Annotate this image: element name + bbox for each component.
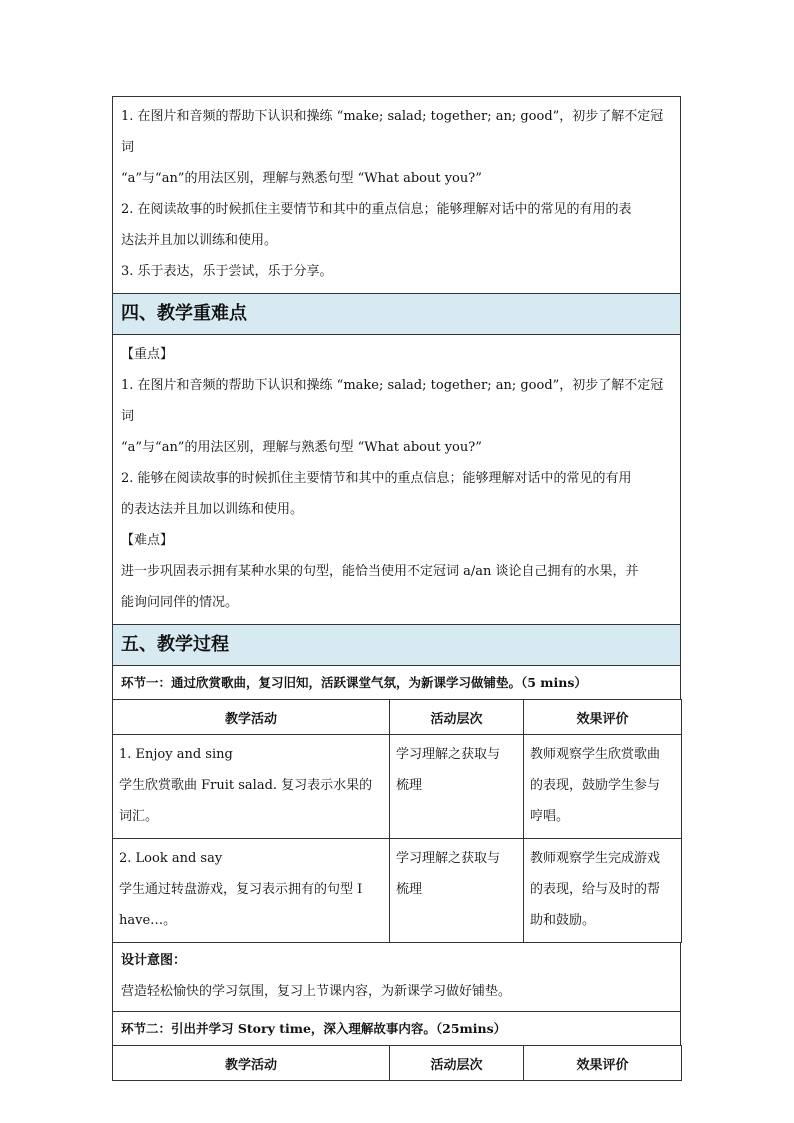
key-line: 1. 在图片和音频的帮助下认识和操练 “make; salad; together; an; good”，初步了解不定冠词: [121, 378, 664, 424]
header-eval: 效果评价: [524, 700, 682, 735]
objective-line: “a”与“an”的用法区别，理解与熟悉句型 “What about you?”: [121, 171, 482, 186]
level-line: 学习理解之获取与: [396, 851, 501, 866]
header-eval: 效果评价: [524, 1046, 682, 1081]
table-row: [113, 735, 682, 839]
table-row: [113, 839, 682, 943]
activity-line: 词汇。: [119, 809, 159, 824]
key-line: “a”与“an”的用法区别，理解与熟悉句型 “What about you?”: [121, 440, 482, 455]
eval-cell: [524, 839, 682, 943]
eval-line: 教师观察学生完成游戏: [530, 851, 661, 866]
lesson-plan-document: [112, 96, 681, 1081]
activity-cell: [113, 735, 390, 839]
design-intent-text: 营造轻松愉快的学习氛围，复习上节课内容，为新课学习做好铺垫。: [121, 984, 512, 999]
eval-cell: [524, 735, 682, 839]
key-line: 的表达法并且加以训练和使用。: [121, 502, 304, 517]
level-line: 学习理解之获取与: [396, 747, 501, 762]
objective-line: 1. 在图片和音频的帮助下认识和操练 “make; salad; together; an; good”，初步了解不定冠词: [121, 109, 664, 155]
level-cell: [390, 839, 524, 943]
eval-line: 教师观察学生欣赏歌曲: [530, 747, 661, 762]
objective-line: 达法并且加以训练和使用。: [121, 233, 278, 248]
eval-line: 助和鼓励。: [530, 913, 596, 928]
activity-line: 学生通过转盘游戏，复习表示拥有的句型 I: [119, 882, 363, 897]
difficult-line: 进一步巩固表示拥有某种水果的句型，能恰当使用不定冠词 a/an 谈论自己拥有的水果，并: [121, 564, 639, 579]
objective-line: 3. 乐于表达，乐于尝试，乐于分享。: [121, 264, 333, 279]
level-line: 梳理: [396, 882, 423, 897]
table-header-row: [113, 1046, 682, 1081]
activities-table-2: [112, 1045, 682, 1081]
objectives-box: [112, 96, 681, 293]
step-one-heading: 环节一：通过欣赏歌曲，复习旧知，活跃课堂气氛，为新课学习做铺垫。（5 mins）: [112, 665, 681, 699]
header-activity: 教学活动: [113, 700, 390, 735]
eval-line: 的表现，给与及时的帮: [530, 882, 661, 897]
eval-line: 的表现，鼓励学生参与: [530, 778, 661, 793]
section-heading-process: 五、教学过程: [112, 624, 681, 665]
difficult-label: 【难点】: [121, 533, 174, 548]
difficult-line: 能询问同伴的情况。: [121, 595, 239, 610]
level-cell: [390, 735, 524, 839]
key-label: 【重点】: [121, 347, 174, 362]
header-level: 活动层次: [390, 1046, 524, 1081]
step-two-heading: 环节二：引出并学习 Story time，深入理解故事内容。（25mins）: [112, 1011, 681, 1045]
activity-line: have…。: [119, 913, 177, 928]
activities-table: [112, 699, 682, 943]
activity-line: 1. Enjoy and sing: [119, 747, 233, 762]
activity-line: 学生欣赏歌曲 Fruit salad. 复习表示水果的: [119, 778, 373, 793]
key-points-box: [112, 334, 681, 624]
design-intent-box: [112, 943, 681, 1011]
activity-cell: [113, 839, 390, 943]
header-activity: 教学活动: [113, 1046, 390, 1081]
level-line: 梳理: [396, 778, 423, 793]
table-header-row: [113, 700, 682, 735]
header-level: 活动层次: [390, 700, 524, 735]
key-line: 2. 能够在阅读故事的时候抓住主要情节和其中的重点信息；能够理解对话中的常见的有用: [121, 471, 632, 486]
eval-line: 哼唱。: [530, 809, 570, 824]
section-heading-key-points: 四、教学重难点: [112, 293, 681, 334]
activity-line: 2. Look and say: [119, 851, 223, 866]
objective-line: 2. 在阅读故事的时候抓住主要情节和其中的重点信息；能够理解对话中的常见的有用的表: [121, 202, 632, 217]
design-intent-title: 设计意图：: [121, 953, 187, 968]
